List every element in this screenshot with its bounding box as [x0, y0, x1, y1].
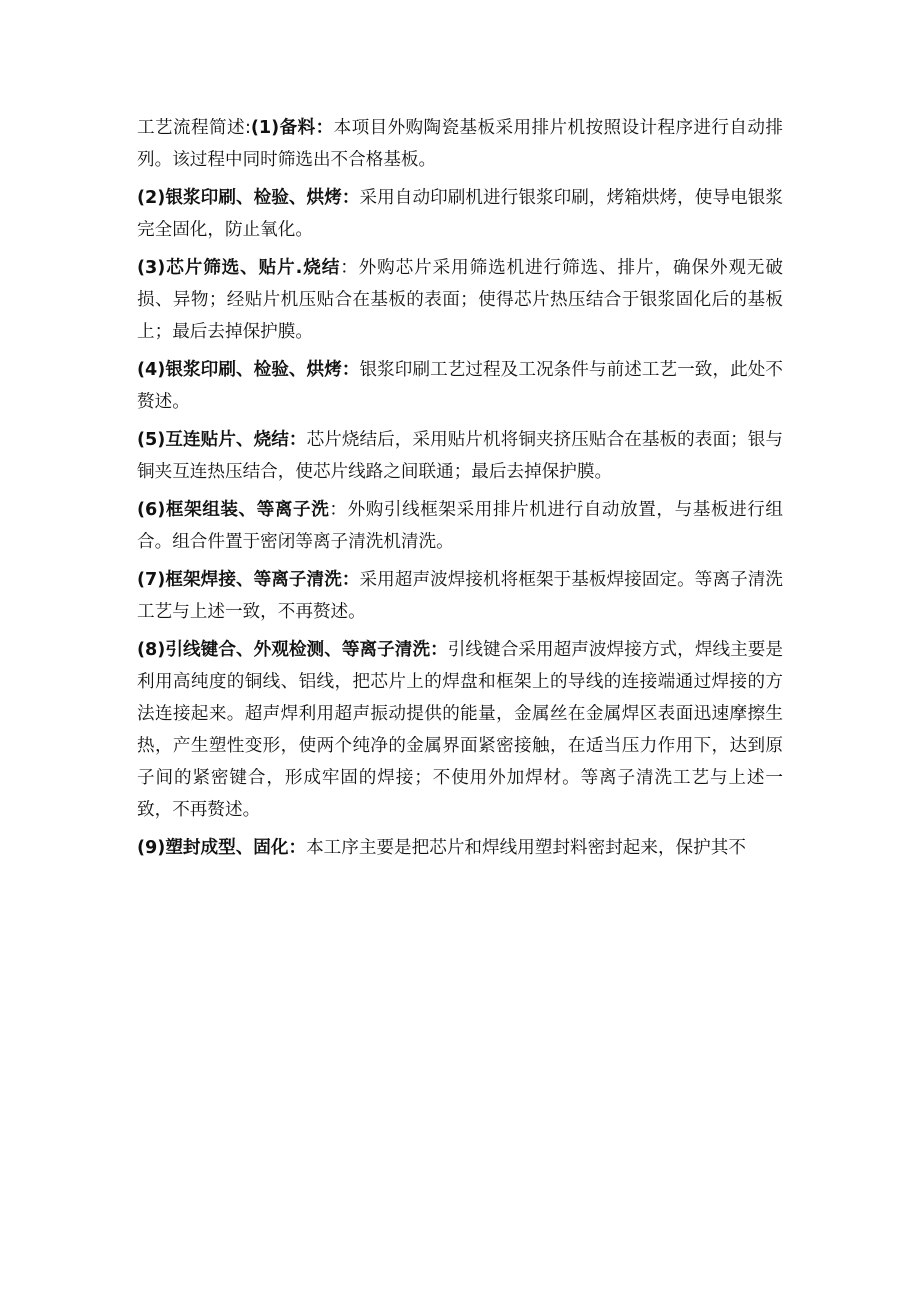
paragraph-body: 本项目外购陶瓷基板采用排片机按照设计程序进行自动排列。该过程中同时筛选出不合格基板。	[137, 118, 783, 170]
document-page	[137, 112, 783, 870]
paragraph-5	[137, 424, 783, 488]
paragraph-heading: (8)引线键合、外观检测、等离子清洗：	[137, 640, 448, 660]
paragraph-heading: (2)银浆印刷、检验、烘烤：	[137, 188, 360, 208]
paragraph-4	[137, 354, 783, 418]
paragraph-9	[137, 832, 783, 864]
paragraph-body: 采用自动印刷机进行银浆印刷，烤箱烘烤，使导电银浆完全固化，防止氧化。	[137, 188, 783, 240]
paragraph-heading: (7)框架焊接、等离子清洗：	[137, 570, 360, 590]
paragraph-heading: (9)塑封成型、固化：	[137, 838, 307, 858]
paragraph-body: 本工序主要是把芯片和焊线用塑封料密封起来，保护其不	[306, 838, 746, 858]
paragraph-body: ：外购引线框架采用排片机进行自动放置，与基板进行组合。组合件置于密闭等离子清洗机清洗。	[137, 500, 783, 552]
paragraph-1	[137, 112, 783, 176]
paragraph-heading: (4)银浆印刷、检验、烘烤：	[137, 360, 360, 380]
paragraph-body: 芯片烧结后，采用贴片机将铜夹挤压贴合在基板的表面；银与铜夹互连热压结合，使芯片线路之间联通；最后去掉保护膜。	[137, 430, 783, 482]
paragraph-body: 银浆印刷工艺过程及工况条件与前述工艺一致，此处不赘述。	[137, 360, 783, 412]
paragraph-6	[137, 494, 783, 558]
section-title: 工艺流程简述:	[137, 118, 251, 138]
paragraph-heading: (6)框架组装、等离子洗	[137, 500, 330, 520]
paragraph-heading: (3)芯片筛选、贴片.烧结	[137, 258, 341, 278]
paragraph-body: ：外购芯片采用筛选机进行筛选、排片，确保外观无破损、异物；经贴片机压贴合在基板的表面；使得芯片热压结合于银浆固化后的基板上；最后去掉保护膜。	[137, 258, 783, 342]
paragraph-body: 引线键合采用超声波焊接方式，焊线主要是利用高纯度的铜线、铝线，把芯片上的焊盘和框架上的导线的连接端通过焊接的方法连接起来。超声焊利用超声振动提供的能量，金属丝在金属焊区表面迅速摩擦生热，产生塑性变形，使两个纯净的金属界面紧密接触，在适当压力作用下，达到原子间的紧密键合，形成牢固的焊接；不使用外加焊材。等离子清洗工艺与上述一致，不再赘述。	[137, 640, 783, 820]
paragraph-3	[137, 252, 783, 348]
paragraph-heading: (5)互连贴片、烧结：	[137, 430, 307, 450]
paragraph-2	[137, 182, 783, 246]
paragraph-8	[137, 634, 783, 826]
paragraph-heading: (1)备料：	[250, 118, 334, 138]
paragraph-7	[137, 564, 783, 628]
paragraph-body: 采用超声波焊接机将框架于基板焊接固定。等离子清洗工艺与上述一致，不再赘述。	[137, 570, 783, 622]
